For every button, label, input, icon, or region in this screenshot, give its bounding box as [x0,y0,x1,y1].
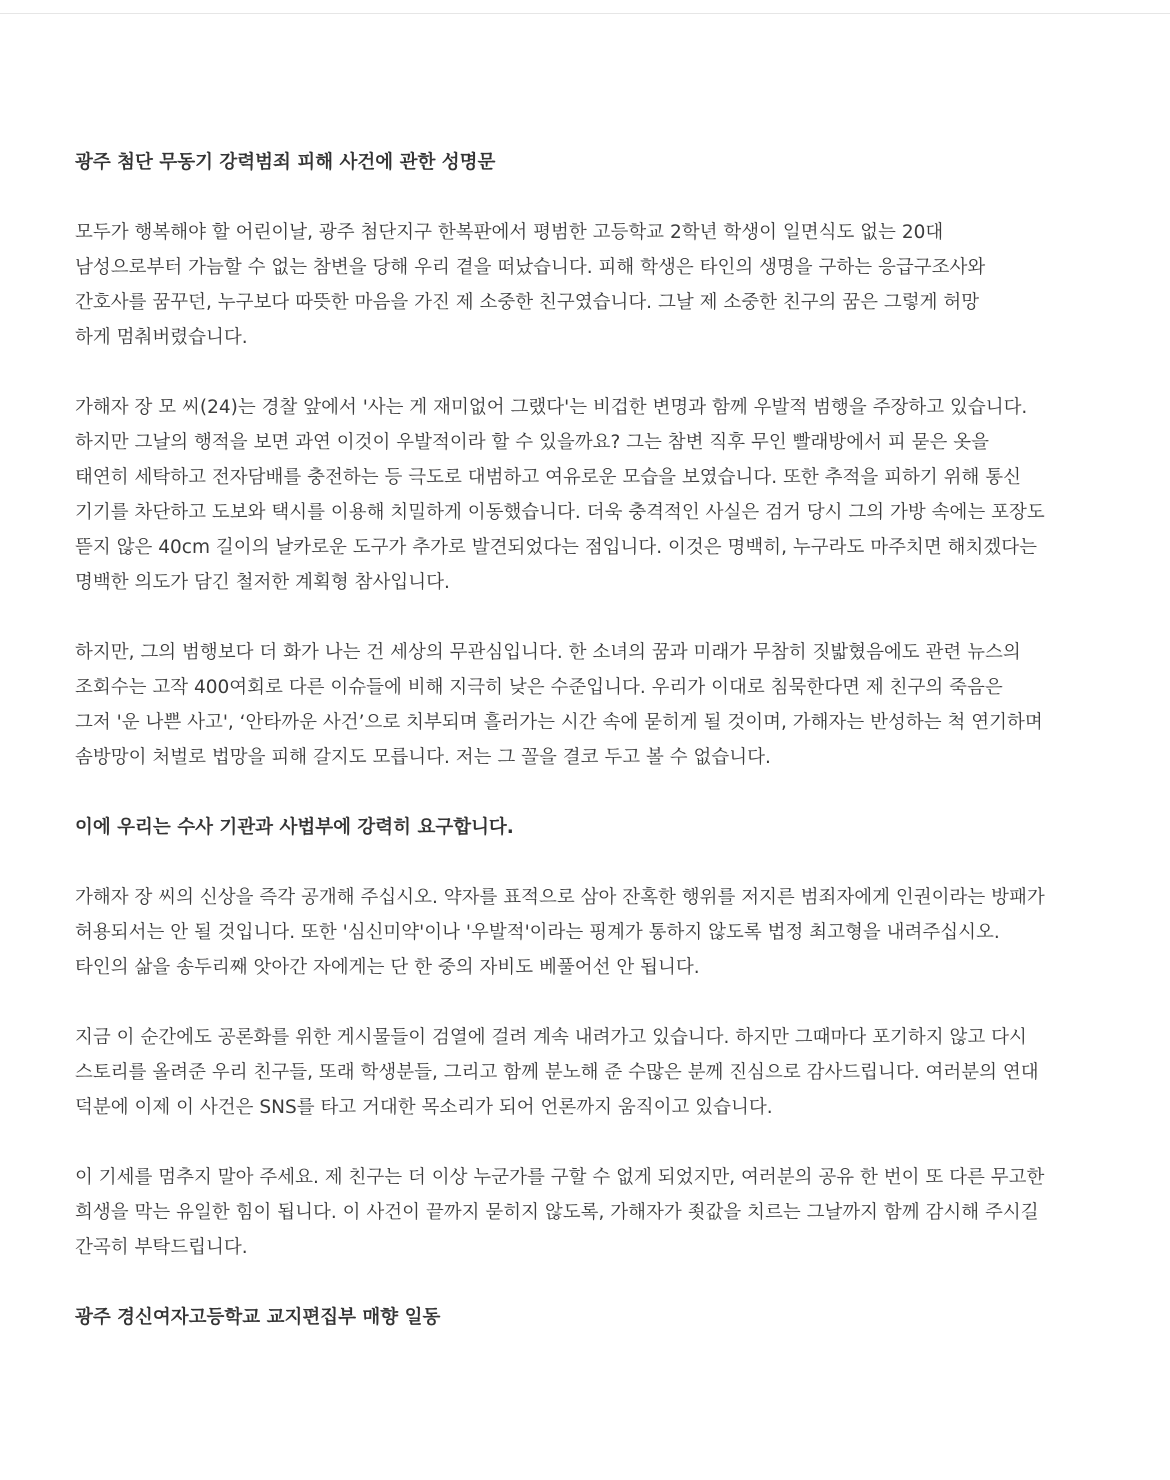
paragraph-line: 가해자 장 씨의 신상을 즉각 공개해 주십시오. 약자를 표적으로 삼아 잔혹한 행위를 저지른 범죄자에게 인권이라는 방패가 [75,887,1045,908]
paragraph-line: 남성으로부터 가늠할 수 없는 참변을 당해 우리 곁을 떠났습니다. 피해 학생은 타인의 생명을 구하는 응급구조사와 [75,257,986,278]
signature: 광주 경신여자고등학교 교지편집부 매향 일동 [75,1307,441,1328]
paragraph-line: 타인의 삶을 송두리째 앗아간 자에게는 단 한 중의 자비도 베풀어선 안 됩니다. [75,957,700,978]
paragraph-line: 모두가 행복해야 할 어린이날, 광주 첨단지구 한복판에서 평범한 고등학교 2학년 학생이 일면식도 없는 20대 [75,222,944,243]
paragraph-line: 덕분에 이제 이 사건은 SNS를 타고 거대한 목소리가 되어 언론까지 움직이고 있습니다. [75,1097,773,1118]
paragraph-line: 솜방망이 처벌로 법망을 피해 갈지도 모릅니다. 저는 그 꼴을 결코 두고 볼 수 없습니다. [75,747,771,768]
document-title: 광주 첨단 무동기 강력범죄 피해 사건에 관한 성명문 [75,152,496,173]
paragraph-line: 뜯지 않은 40cm 길이의 날카로운 도구가 추가로 발견되었다는 점입니다. 이것은 명백히, 누구라도 마주치면 해치겠다는 [75,537,1038,558]
paragraph-line: 지금 이 순간에도 공론화를 위한 게시물들이 검열에 걸려 계속 내려가고 있습니다. 하지만 그때마다 포기하지 않고 다시 [75,1027,1027,1048]
paragraph-line: 허용되서는 안 될 것입니다. 또한 '심신미약'이나 '우발적'이라는 핑계가 통하지 않도록 법정 최고형을 내려주십시오. [75,922,1000,943]
spacer [75,985,1105,1020]
paragraph-line: 명백한 의도가 담긴 철저한 계획형 참사입니다. [75,572,450,593]
paragraph-1 [75,215,1105,355]
paragraph-2 [75,390,1105,600]
spacer [75,355,1105,390]
spacer [75,1265,1105,1300]
paragraph-line: 가해자 장 모 씨(24)는 경찰 앞에서 '사는 게 재미없어 그랬다'는 비겁한 변명과 함께 우발적 범행을 주장하고 있습니다. [75,397,1028,418]
paragraph-line: 이 기세를 멈추지 말아 주세요. 제 친구는 더 이상 누군가를 구할 수 없게 되었지만, 여러분의 공유 한 번이 또 다른 무고한 [75,1167,1045,1188]
spacer [75,845,1105,880]
paragraph-line: 간곡히 부탁드립니다. [75,1237,248,1258]
paragraph-line: 간호사를 꿈꾸던, 누구보다 따뜻한 마음을 가진 제 소중한 친구였습니다. 그날 제 소중한 친구의 꿈은 그렇게 허망 [75,292,980,313]
paragraph-line: 하게 멈춰버렸습니다. [75,327,248,348]
paragraph-line: 기기를 차단하고 도보와 택시를 이용해 치밀하게 이동했습니다. 더욱 충격적인 사실은 검거 당시 그의 가방 속에는 포장도 [75,502,1045,523]
paragraph-4 [75,880,1105,985]
spacer [75,775,1105,810]
paragraph-line: 조회수는 고작 400여회로 다른 이슈들에 비해 지극히 낮은 수준입니다. 우리가 이대로 침묵한다면 제 친구의 죽음은 [75,677,1003,698]
paragraph-line: 태연히 세탁하고 전자담배를 충전하는 등 극도로 대범하고 여유로운 모습을 보였습니다. 또한 추적을 피하기 위해 통신 [75,467,1022,488]
paragraph-line: 하지만 그날의 행적을 보면 과연 이것이 우발적이라 할 수 있을까요? 그는 참변 직후 무인 빨래방에서 피 묻은 옷을 [75,432,989,453]
paragraph-line: 하지만, 그의 범행보다 더 화가 나는 건 세상의 무관심입니다. 한 소녀의 꿈과 미래가 무참히 짓밟혔음에도 관련 뉴스의 [75,642,1021,663]
paragraph-line: 희생을 막는 유일한 힘이 됩니다. 이 사건이 끝까지 묻히지 않도록, 가해자가 죗값을 치르는 그날까지 함께 감시해 주시길 [75,1202,1039,1223]
paragraph-5 [75,1020,1105,1125]
spacer [75,600,1105,635]
demand-heading: 이에 우리는 수사 기관과 사법부에 강력히 요구합니다. [75,817,514,838]
spacer [75,1125,1105,1160]
paragraph-6 [75,1160,1105,1265]
paragraph-line: 그저 '운 나쁜 사고', ‘안타까운 사건’으로 치부되며 흘러가는 시간 속에 묻히게 될 것이며, 가해자는 반성하는 척 연기하며 [75,712,1043,733]
paragraph-line: 스토리를 올려준 우리 친구들, 또래 학생분들, 그리고 함께 분노해 준 수많은 분께 진심으로 감사드립니다. 여러분의 연대 [75,1062,1039,1083]
statement-document [75,145,1105,1335]
top-divider [0,13,1170,14]
spacer [75,180,1105,215]
paragraph-3 [75,635,1105,775]
